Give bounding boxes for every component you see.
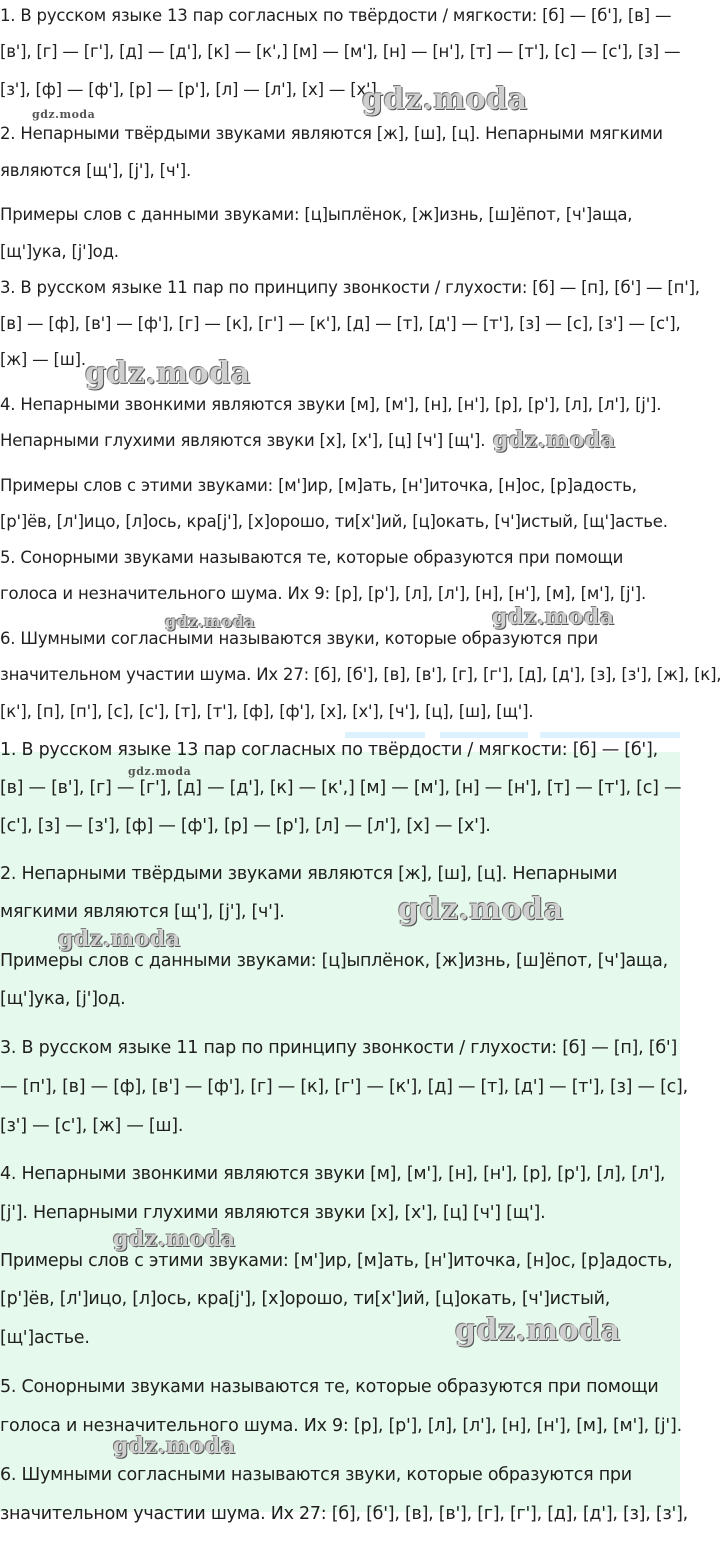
text-line: Примеры слов с данными звуками: [ц]ыплёнок, [ж]изнь, [ш]ёпот, [ч']аща, <box>0 951 668 971</box>
text-line: [к'], [п], [п'], [с], [с'], [т], [т'], [ф], [ф'], [х], [х'], [ч'], [ц], [ш], [щ']. <box>0 702 534 721</box>
text-line: 2. Непарными твёрдыми звуками являются [ж], [ш], [ц]. Непарными <box>0 864 618 884</box>
text-line: — [п'], [в] — [ф], [в'] — [ф'], [г] — [к], [г'] — [к'], [д] — [т], [д'] — [т'], [з] — [с], <box>0 1077 688 1097</box>
answer-block-original <box>0 0 721 752</box>
text-line: являются [щ'], [j'], [ч']. <box>0 161 191 180</box>
watermark: gdz.moda <box>492 604 615 630</box>
watermark: gdz.moda <box>398 892 564 927</box>
watermark: gdz.moda <box>32 108 96 121</box>
text-line: [с'], [з] — [з'], [ф] — [ф'], [р] — [р'], [л] — [л'], [х] — [х']. <box>0 816 491 836</box>
text-line: 5. Сонорными звуками называются те, которые образуются при помощи <box>0 548 624 567</box>
text-line: [з'], [ф] — [ф'], [р] — [р'], [л] — [л'], [х] — [х']. <box>0 80 382 99</box>
text-line: [ж] — [ш]. <box>0 350 86 369</box>
text-line: 6. Шумными согласными называются звуки, которые образуются при <box>0 629 598 648</box>
text-line: 3. В русском языке 11 пар по принципу звонкости / глухости: [б] — [п], [б'] — [п'], <box>0 278 700 297</box>
text-line: [р']ёв, [л']ицо, [л]ось, кра[j'], [х]орошо, ти[х']ий, [ц]окать, [ч']истый, <box>0 1289 611 1309</box>
watermark: gdz.moda <box>113 1226 236 1252</box>
text-line: Примеры слов с этими звуками: [м']ир, [м]ать, [н']иточка, [н]ос, [р]адость, <box>0 1251 673 1271</box>
text-line: 2. Непарными твёрдыми звуками являются [ж], [ш], [ц]. Непарными мягкими <box>0 124 663 143</box>
watermark: gdz.moda <box>113 1433 236 1459</box>
text-line: [в] — [ф], [в'] — [ф'], [г] — [к], [г'] — [к'], [д] — [т], [д'] — [т'], [з] — [с], [з'] — [с'], <box>0 314 681 333</box>
text-line: 3. В русском языке 11 пар по принципу звонкости / глухости: [б] — [п], [б'] <box>0 1038 678 1058</box>
text-line-clipped: 1. В русском языке 13 пар согласных по твёрдости / мягкости: [б] — [б'], <box>0 740 658 760</box>
text-line: Непарными глухими являются звуки [х], [х'], [ц] [ч'] [щ']. <box>0 431 486 450</box>
divider <box>540 732 680 738</box>
watermark: gdz.moda <box>128 765 192 778</box>
watermark: gdz.moda <box>455 1313 621 1348</box>
text-line: голоса и незначительного шума. Их 9: [р], [р'], [л], [л'], [н], [н'], [м], [м'], [j']. <box>0 584 646 603</box>
watermark: gdz.moda <box>493 427 616 453</box>
text-line: Примеры слов с этими звуками: [м']ир, [м]ать, [н']иточка, [н]ос, [р]адость, <box>0 476 637 495</box>
text-line: [щ']ука, [j']од. <box>0 989 126 1009</box>
text-line: 4. Непарными звонкими являются звуки [м], [м'], [н], [н'], [р], [р'], [л], [л'], [j']. <box>0 395 662 414</box>
text-line: 1. В русском языке 13 пар согласных по твёрдости / мягкости: [б] — [б'], [в] — <box>0 6 672 25</box>
divider <box>345 732 425 738</box>
watermark: gdz.moda <box>85 356 251 391</box>
text-line: 6. Шумными согласными называются звуки, которые образуются при <box>0 1465 632 1485</box>
text-line: мягкими являются [щ'], [j'], [ч']. <box>0 902 285 922</box>
text-line: 5. Сонорными звуками называются те, которые образуются при помощи <box>0 1377 659 1397</box>
text-line: голоса и незначительного шума. Их 9: [р], [р'], [л], [л'], [н], [н'], [м], [м'], [j']. <box>0 1416 682 1436</box>
text-line: 4. Непарными звонкими являются звуки [м], [м'], [н], [н'], [р], [р'], [л], [л'], <box>0 1164 666 1184</box>
watermark: gdz.moda <box>165 612 256 631</box>
text-line: [в'], [г] — [г'], [д] — [д'], [к] — [к',] [м] — [м'], [н] — [н'], [т] — [т'], [с] — [с'], [з] — <box>0 42 681 61</box>
divider <box>440 732 528 738</box>
watermark: gdz.moda <box>362 82 528 117</box>
text-line: [щ']астье. <box>0 1328 90 1348</box>
text-line-clipped: значительном участии шума. Их 27: [б], [б'], [в], [в'], [г], [г'], [д], [д'], [з], [з'], <box>0 1504 688 1524</box>
answer-block-repeat <box>0 740 688 1524</box>
text-line: Примеры слов с данными звуками: [ц]ыплёнок, [ж]изнь, [ш]ёпот, [ч']аща, <box>0 205 633 224</box>
text-line: значительном участии шума. Их 27: [б], [б'], [в], [в'], [г], [г'], [д], [д'], [з], [з'], [ж], [к], <box>0 665 721 684</box>
watermark: gdz.moda <box>58 926 181 952</box>
text-line: [j']. Непарными глухими являются звуки [х], [х'], [ц] [ч'] [щ']. <box>0 1203 546 1223</box>
text-line: [р']ёв, [л']ицо, [л]ось, кра[j'], [х]орошо, ти[х']ий, [ц]окать, [ч']истый, [щ']астье. <box>0 512 668 531</box>
text-line: [в] — [в'], [г] — [г'], [д] — [д'], [к] — [к',] [м] — [м'], [н] — [н'], [т] — [т'], [с] — <box>0 778 682 798</box>
text-line: [з'] — [с'], [ж] — [ш]. <box>0 1116 184 1136</box>
text-line: [щ']ука, [j']од. <box>0 242 119 261</box>
